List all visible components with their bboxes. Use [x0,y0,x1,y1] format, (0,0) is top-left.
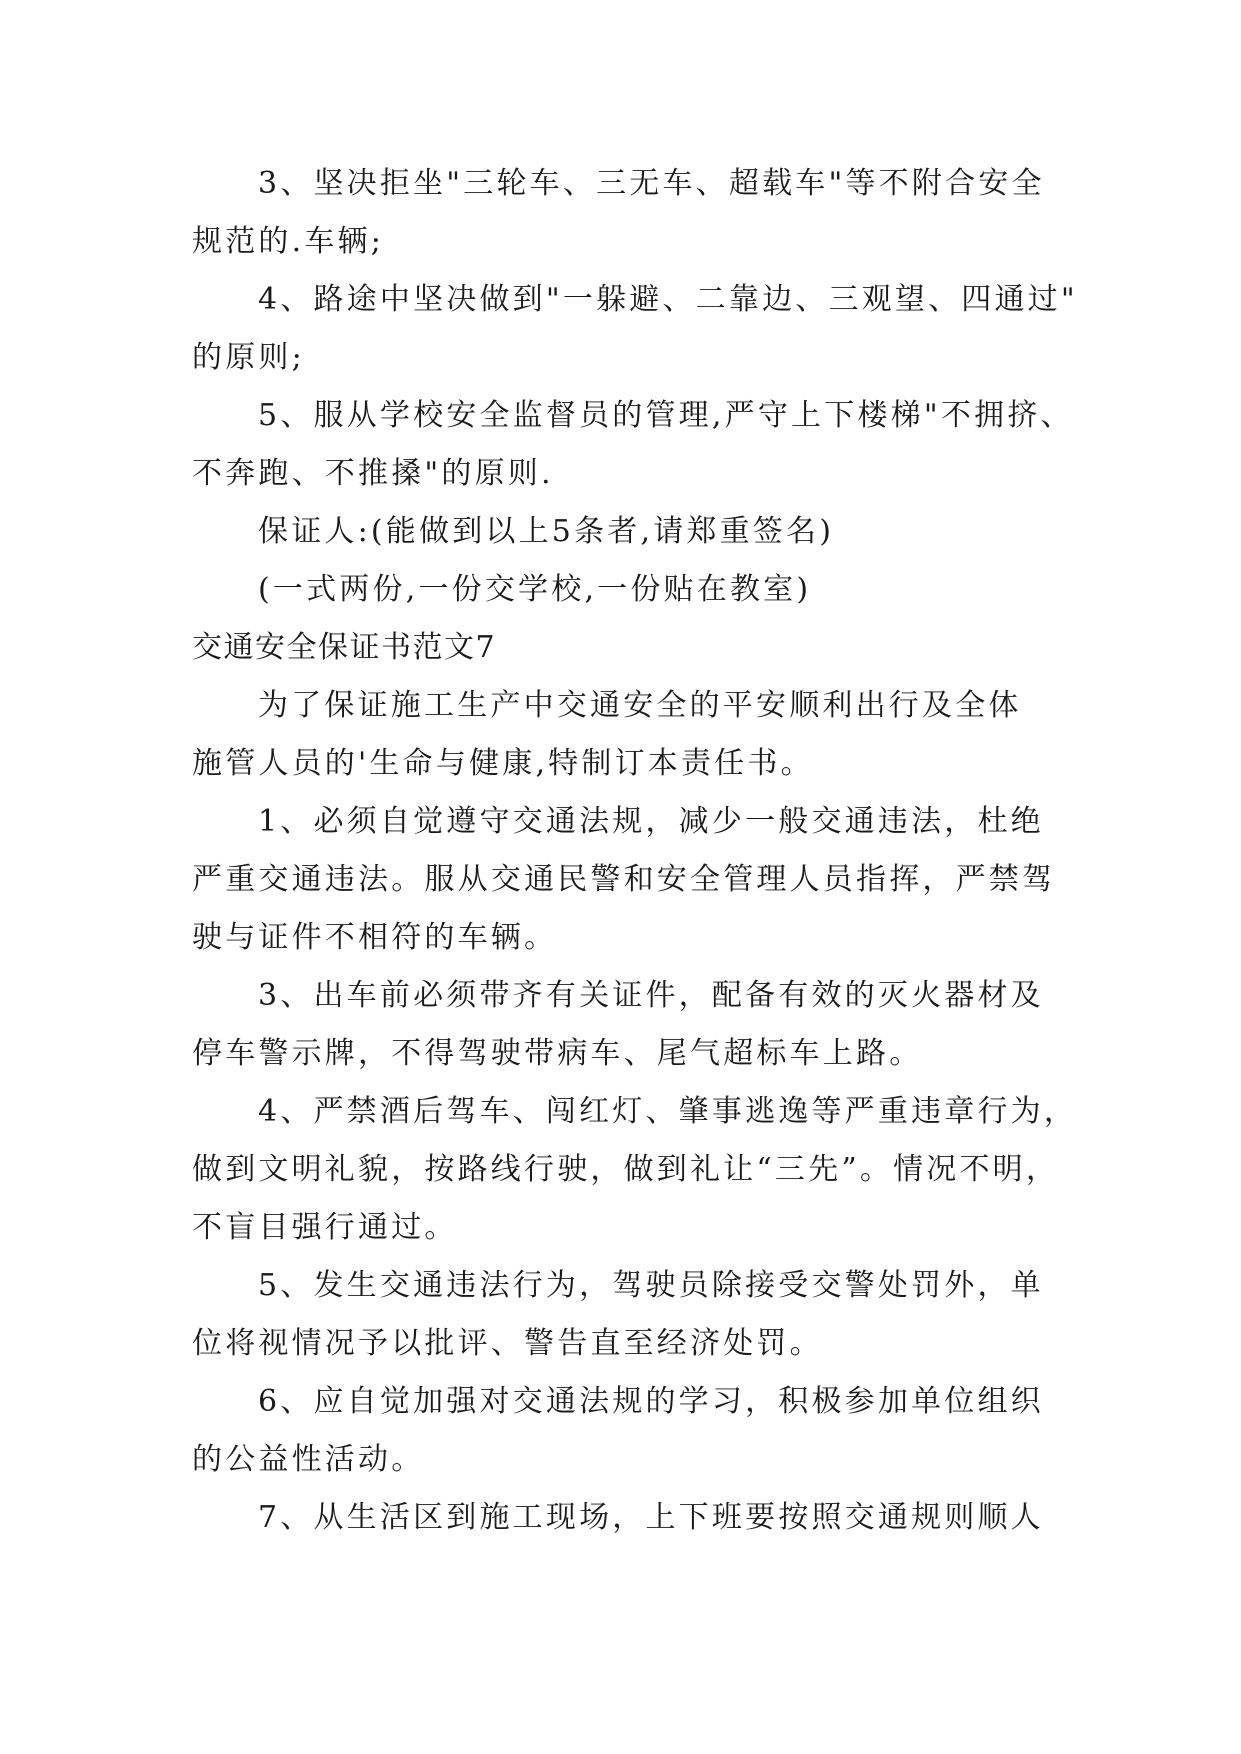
paragraph-line: 1、必须自觉遵守交通法规，减少一般交通违法，杜绝 [258,804,1044,839]
paragraph-line: 为了保证施工生产中交通安全的平安顺利出行及全体 [258,688,1022,723]
paragraph-line: 6、应自觉加强对交通法规的学习，积极参加单位组织 [258,1384,1044,1419]
paragraph-line: 5、服从学校安全监督员的管理,严守上下楼梯"不拥挤、 [258,398,1074,433]
paragraph-line: 4、严禁酒后驾车、闯红灯、肇事逃逸等严重违章行为， [258,1094,1078,1129]
guarantor-line: 保证人:(能做到以上5条者,请郑重签名) [258,514,835,549]
paragraph-line: 的公益性活动。 [192,1442,425,1477]
paragraph-line: 的原则; [192,340,305,375]
paragraph-line: 7、从生活区到施工现场，上下班要按照交通规则顺人 [258,1500,1044,1535]
paragraph-line: 不奔跑、不推搡"的原则. [192,456,554,491]
paragraph-line: 规范的.车辆; [192,224,385,259]
copies-note: (一式两份,一份交学校,一份贴在教室) [258,572,812,607]
paragraph-line: 不盲目强行通过。 [192,1210,458,1245]
paragraph-line: 位将视情况予以批评、警告直至经济处罚。 [192,1326,823,1361]
paragraph-line: 3、坚决拒坐"三轮车、三无车、超载车"等不附合安全 [258,166,1045,201]
paragraph-line: 4、路途中坚决做到"一躲避、二靠边、三观望、四通过" [258,282,1078,317]
paragraph-line: 驶与证件不相符的车辆。 [192,920,558,955]
paragraph-line: 5、发生交通违法行为，驾驶员除接受交警处罚外，单 [258,1268,1044,1303]
paragraph-line: 施管人员的'生命与健康,特制订本责任书。 [192,746,814,781]
paragraph-line: 3、出车前必须带齐有关证件，配备有效的灭火器材及 [258,978,1044,1013]
section-heading: 交通安全保证书范文7 [192,630,497,665]
paragraph-line: 做到文明礼貌，按路线行驶，做到礼让“三先”。情况不明， [192,1152,1060,1187]
paragraph-line: 严重交通违法。服从交通民警和安全管理人员指挥，严禁驾 [192,862,1056,897]
paragraph-line: 停车警示牌，不得驾驶带病车、尾气超标车上路。 [192,1036,923,1071]
